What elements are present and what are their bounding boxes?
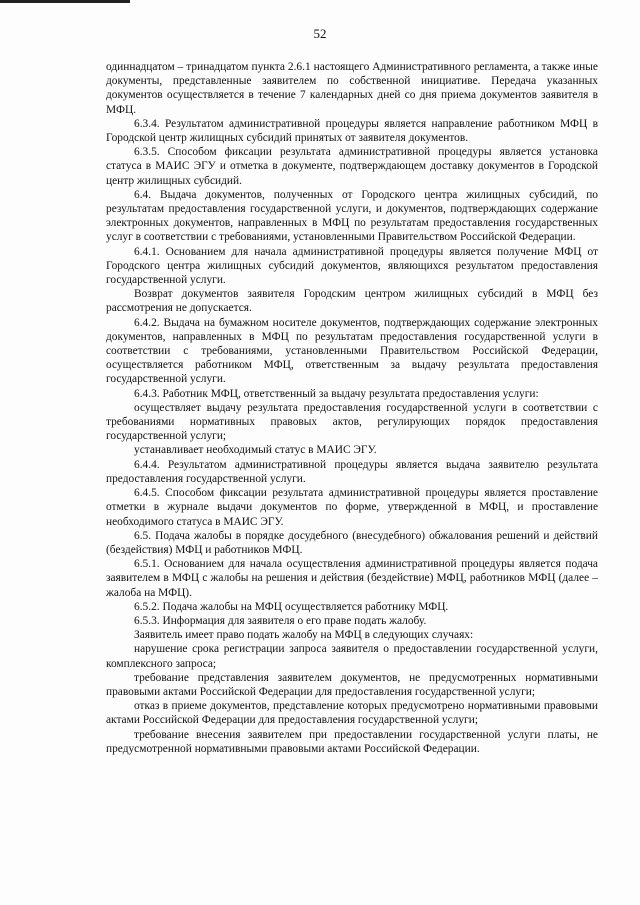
- page-number: 52: [313, 26, 327, 41]
- paragraph: Заявитель имеет право подать жалобу на МФЦ в следующих случаях:: [134, 629, 474, 642]
- paragraph: требование представления заявителем документов, не предусмотренных нормативными правовыми актами Российской Федерации для предоставления государственной услуги;: [106, 671, 598, 698]
- paragraph: нарушение срока регистрации запроса заявителя о предоставлении государственной услуги, комплексного запроса;: [106, 643, 598, 670]
- paragraph: 6.3.4. Результатом административной процедуры является направление работником МФЦ в Городской центр жилищных субсидий принятых от заявителя документов.: [106, 117, 598, 145]
- paragraph: 6.4.5. Способом фиксации результата административной процедуры является проставление отметки в журнале выдачи документов по форме, утвержденной в МФЦ, и проставление необходимого статуса в МАИС ЭГУ.: [106, 487, 598, 528]
- paragraph: 6.5.1. Основанием для начала осуществления административной процедуры является подача заявителем в МФЦ с жалобы на решения и действия (бездействие) МФЦ, работников МФЦ (далее – жалоба на МФЦ).: [106, 558, 598, 599]
- scan-corner-mark: [0, 0, 130, 3]
- paragraph: отказ в приеме документов, представление которых предусмотрено нормативными правовыми актами Российской Федерации для предоставления государственной услуги;: [106, 700, 598, 727]
- paragraph: Возврат документов заявителя Городским центром жилищных субсидий в МФЦ без рассмотрения не допускается.: [106, 288, 598, 315]
- paragraph: 6.4. Выдача документов, полученных от Городского центра жилищных субсидий, по результатам предоставления государственной услуги, и документов, подтверждающих содержание электронных документов, направленных в МФЦ по результатам предоставления государственных услуг в соответствии с требованиями, установленными Правительством Российской Федерации.: [106, 188, 598, 244]
- paragraph: 6.3.5. Способом фиксации результата административной процедуры является установка статуса в МАИС ЭГУ и отметка в документе, подтверждающем доставку документов в Городской центр жилищных субсидий.: [106, 146, 598, 187]
- paragraph: 6.4.4. Результатом административной процедуры является выдача заявителю результата предоставления государственной услуги.: [106, 458, 598, 485]
- document-body: [106, 60, 598, 756]
- paragraph: устанавливает необходимый статус в МАИС ЭГУ.: [134, 444, 377, 457]
- paragraph: одиннадцатом – тринадцатом пункта 2.6.1 настоящего Административного регламента, а также иные документы, представленные заявителем по собственной инициативе. Передача указанных документов осуществляется в течение 7 календарных дней со дня приема документов заявителя в МФЦ.: [106, 61, 598, 116]
- paragraph: 6.4.2. Выдача на бумажном носителе документов, подтверждающих содержание электронных документов, направленных в МФЦ по результатам предоставления государственной услуги в соответствии с требованиями, установленными Правительством Российской Федерации, осуществляется работником МФЦ, ответственным за выдачу результата предоставления государственной услуги.: [106, 316, 598, 386]
- paragraph: 6.5.2. Подача жалобы на МФЦ осуществляется работнику МФЦ.: [134, 600, 449, 613]
- paragraph: 6.4.3. Работник МФЦ, ответственный за выдачу результата предоставления услуги:: [134, 387, 539, 400]
- paragraph: требование внесения заявителем при предоставлении государственной услуги платы, не предусмотренной нормативными правовыми актами Российской Федерации.: [106, 728, 598, 755]
- paragraph: 6.5. Подача жалобы в порядке досудебного (внесудебного) обжалования решений и действий (бездействия) МФЦ и работников МФЦ.: [106, 529, 598, 556]
- paragraph: осуществляет выдачу результата предоставления государственной услуги в соответствии с требованиями нормативных правовых актов, регулирующих порядок предоставления государственной услуги;: [106, 401, 598, 443]
- paragraph: 6.5.3. Информация для заявителя о его праве подать жалобу.: [134, 614, 427, 627]
- paragraph: 6.4.1. Основанием для начала административной процедуры является получение МФЦ от Городского центра жилищных субсидий документов, являющихся результатом предоставления государственной услуги.: [106, 245, 598, 287]
